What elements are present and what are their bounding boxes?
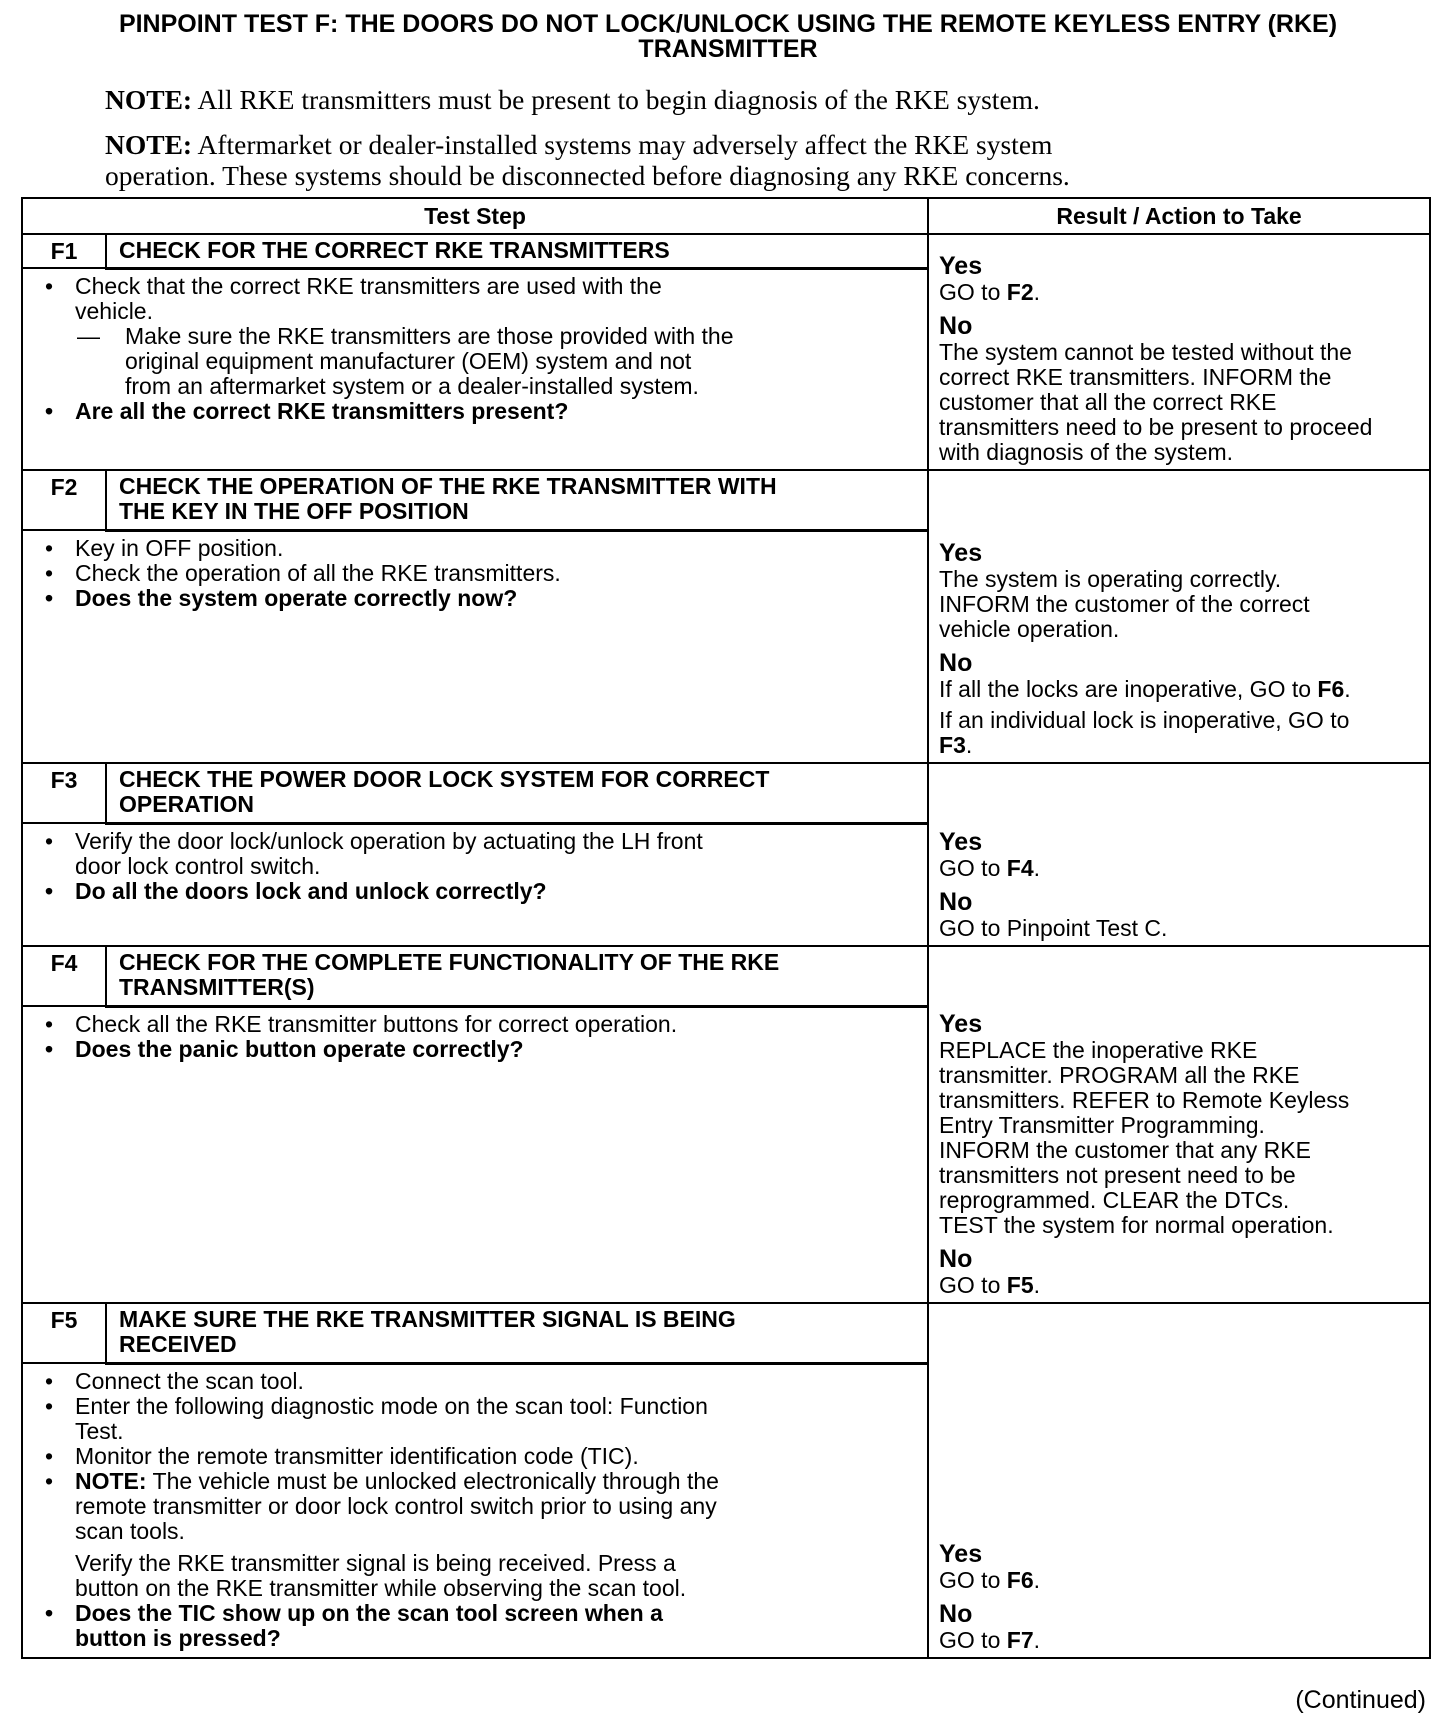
action-text: GO to: [939, 279, 1007, 305]
action-line: The system is operating correctly.: [939, 566, 1282, 592]
step-reference: F6: [1006, 1566, 1034, 1593]
step-reference: F6: [1317, 676, 1345, 702]
action-line: The system cannot be tested without the: [939, 339, 1352, 365]
note-text: All RKE transmitters must be present to begin diagnosis of the RKE system.: [192, 84, 1040, 115]
no-action-all-locks: If all the locks are inoperative, GO to F6.: [939, 676, 1351, 702]
step-title-f5: [106, 1303, 928, 1363]
no-action: GO to F7.: [939, 1626, 1040, 1653]
step-body-f3: [22, 823, 928, 946]
note-aftermarket-systems: [105, 129, 1405, 191]
no-label: No: [939, 312, 973, 340]
instruction-continuation: [75, 1551, 917, 1601]
instruction-line: button on the RKE transmitter while observing the scan tool.: [75, 1574, 687, 1601]
instruction-line: from an aftermarket system or a dealer-installed system.: [125, 372, 699, 399]
note-text-line-2: operation. These systems should be disconnected before diagnosing any RKE concerns.: [105, 160, 1070, 191]
step-question: • Does the panic button operate correctly?: [37, 1037, 917, 1062]
header-test-step: Test Step: [22, 198, 928, 234]
instruction-item: • Check the operation of all the RKE transmitters.: [37, 561, 917, 586]
action-text: GO to: [939, 1626, 1007, 1653]
note-transmitters-present: [105, 84, 1405, 115]
yes-action: GO to F4.: [939, 855, 1040, 881]
no-label: No: [939, 1599, 973, 1628]
step-instructions: [37, 1012, 917, 1062]
step-question: • Are all the correct RKE transmitters present?: [37, 399, 917, 424]
instruction-item: [37, 1394, 917, 1444]
continued-label: (Continued): [1295, 1686, 1426, 1714]
step-title-text: CHECK FOR THE CORRECT RKE TRANSMITTERS: [119, 237, 670, 263]
yes-action: [939, 567, 1423, 642]
step-instructions: [37, 536, 917, 611]
action-line: transmitter. PROGRAM all the RKE: [939, 1062, 1300, 1088]
step-id-f3: F3: [22, 763, 106, 823]
step-id-f4: F4: [22, 946, 106, 1006]
no-label: No: [939, 888, 973, 916]
sub-instruction: [37, 324, 917, 399]
no-label: No: [939, 649, 973, 677]
instruction-item: • Monitor the remote transmitter identification code (TIC).: [37, 1444, 917, 1469]
step-question: • Does the system operate correctly now?: [37, 586, 917, 611]
step-title-text: CHECK THE POWER DOOR LOCK SYSTEM FOR CORRECT: [119, 766, 770, 792]
step-reference: F7: [1006, 1626, 1034, 1653]
step-body-f1: [22, 268, 928, 470]
yes-label: Yes: [939, 828, 983, 856]
step-instructions: [37, 829, 917, 904]
table-header-row: [22, 198, 1430, 234]
action-line: customer that all the correct RKE: [939, 389, 1277, 415]
pinpoint-test-table: [21, 197, 1431, 1659]
step-title-f2: [106, 470, 928, 530]
instruction-line: Enter the following diagnostic mode on the scan tool: Function: [75, 1392, 708, 1419]
step-title-text: OPERATION: [119, 791, 255, 817]
action-line: reprogrammed. CLEAR the DTCs.: [939, 1187, 1290, 1213]
action-line: INFORM the customer of the correct: [939, 591, 1310, 617]
step-f1-title-row: [22, 234, 1430, 268]
action-line: vehicle operation.: [939, 616, 1120, 642]
note-label: NOTE:: [75, 1467, 147, 1494]
step-instructions: [37, 1369, 917, 1651]
result-f2: [928, 470, 1430, 763]
instruction-item: • Connect the scan tool.: [37, 1369, 917, 1394]
yes-label: Yes: [939, 1539, 983, 1568]
instruction-item: [37, 829, 917, 879]
step-body-f5: [22, 1363, 928, 1658]
action-line: Entry Transmitter Programming.: [939, 1112, 1265, 1138]
note-text-line-1: Aftermarket or dealer-installed systems may adversely affect the RKE system: [192, 129, 1053, 160]
instruction-line: Verify the RKE transmitter signal is being received. Press a: [75, 1549, 676, 1576]
action-line: correct RKE transmitters. INFORM the: [939, 364, 1332, 390]
yes-label: Yes: [939, 252, 983, 280]
instruction-line: door lock control switch.: [75, 852, 321, 879]
action-text: If an individual lock is inoperative, GO to: [939, 707, 1350, 733]
result-f1: [928, 234, 1430, 470]
result-f4: [928, 946, 1430, 1303]
step-id-f1: F1: [22, 234, 106, 268]
note-label: NOTE:: [105, 129, 193, 160]
action-line: transmitters. REFER to Remote Keyless: [939, 1087, 1350, 1113]
instruction-line: The vehicle must be unlocked electronically through the: [146, 1467, 719, 1494]
action-line: transmitters need to be present to proceed: [939, 414, 1373, 440]
step-reference: F2: [1006, 279, 1034, 305]
instruction-line: remote transmitter or door lock control switch prior to using any: [75, 1492, 717, 1519]
yes-label: Yes: [939, 1010, 983, 1038]
instruction-line: scan tools.: [75, 1517, 185, 1544]
instruction-line: Verify the door lock/unlock operation by actuating the LH front: [75, 827, 703, 854]
step-id-f5: F5: [22, 1303, 106, 1363]
step-instructions: [37, 274, 917, 424]
yes-action: GO to F6.: [939, 1566, 1040, 1593]
step-f5-title-row: [22, 1303, 1430, 1363]
step-title-text: MAKE SURE THE RKE TRANSMITTER SIGNAL IS BEING: [119, 1306, 736, 1332]
question-line: Does the TIC show up on the scan tool screen when a: [75, 1599, 663, 1626]
page-title: [20, 12, 1436, 62]
action-line: INFORM the customer that any RKE: [939, 1137, 1311, 1163]
step-title-text: TRANSMITTER(S): [119, 974, 315, 1000]
action-text: If all the locks are inoperative, GO to: [939, 676, 1318, 702]
step-title-text: RECEIVED: [119, 1331, 237, 1357]
instruction-line: Test.: [75, 1417, 124, 1444]
step-body-f4: [22, 1006, 928, 1303]
step-f4-title-row: [22, 946, 1430, 1006]
no-action: GO to F5.: [939, 1272, 1040, 1298]
step-reference: F3: [939, 732, 966, 758]
step-title-text: CHECK FOR THE COMPLETE FUNCTIONALITY OF THE RKE: [119, 949, 780, 975]
step-question: • Do all the doors lock and unlock correctly?: [37, 879, 917, 904]
yes-action: GO to F2.: [939, 279, 1040, 305]
title-line-2: TRANSMITTER: [638, 35, 818, 63]
instruction-line: vehicle.: [75, 297, 153, 324]
yes-label: Yes: [939, 539, 983, 567]
no-action: [939, 340, 1423, 465]
header-result: Result / Action to Take: [928, 198, 1430, 234]
title-line-1: PINPOINT TEST F: THE DOORS DO NOT LOCK/UNLOCK USING THE REMOTE KEYLESS ENTRY (RKE): [118, 10, 1338, 38]
no-label: No: [939, 1245, 973, 1273]
step-title-text: THE KEY IN THE OFF POSITION: [119, 498, 469, 524]
action-line: transmitters not present need to be: [939, 1162, 1296, 1188]
yes-action: [939, 1038, 1423, 1238]
step-title-f4: [106, 946, 928, 1006]
result-f3: [928, 763, 1430, 946]
step-title-f3: [106, 763, 928, 823]
step-f2-title-row: [22, 470, 1430, 530]
result-f5: [928, 1303, 1430, 1658]
step-question: [37, 1601, 917, 1651]
action-line: TEST the system for normal operation.: [939, 1212, 1334, 1238]
no-action-individual-lock: If an individual lock is inoperative, GO to F3.: [939, 707, 1350, 758]
instruction-line: original equipment manufacturer (OEM) system and not: [125, 347, 692, 374]
action-text: GO to: [939, 1566, 1007, 1593]
action-line: REPLACE the inoperative RKE: [939, 1037, 1258, 1063]
step-title-f1: [106, 234, 928, 268]
instruction-line: Check that the correct RKE transmitters are used with the: [75, 272, 662, 299]
action-text: GO to: [939, 855, 1007, 881]
step-body-f2: [22, 530, 928, 763]
step-title-text: CHECK THE OPERATION OF THE RKE TRANSMITTER WITH: [119, 473, 777, 499]
step-reference: F4: [1006, 855, 1034, 881]
step-reference: F5: [1006, 1272, 1034, 1298]
instruction-item: • Key in OFF position.: [37, 536, 917, 561]
action-line: with diagnosis of the system.: [939, 439, 1234, 465]
instruction-item: [37, 274, 917, 399]
step-id-f2: F2: [22, 470, 106, 530]
instruction-line: Make sure the RKE transmitters are those provided with the: [125, 322, 734, 349]
note-label: NOTE:: [105, 84, 193, 115]
step-f3-title-row: [22, 763, 1430, 823]
no-action: GO to Pinpoint Test C.: [939, 915, 1168, 941]
instruction-item: • Check all the RKE transmitter buttons for correct operation.: [37, 1012, 917, 1037]
instruction-note: [37, 1469, 917, 1601]
question-line: button is pressed?: [75, 1624, 281, 1651]
action-text: GO to: [939, 1272, 1007, 1298]
